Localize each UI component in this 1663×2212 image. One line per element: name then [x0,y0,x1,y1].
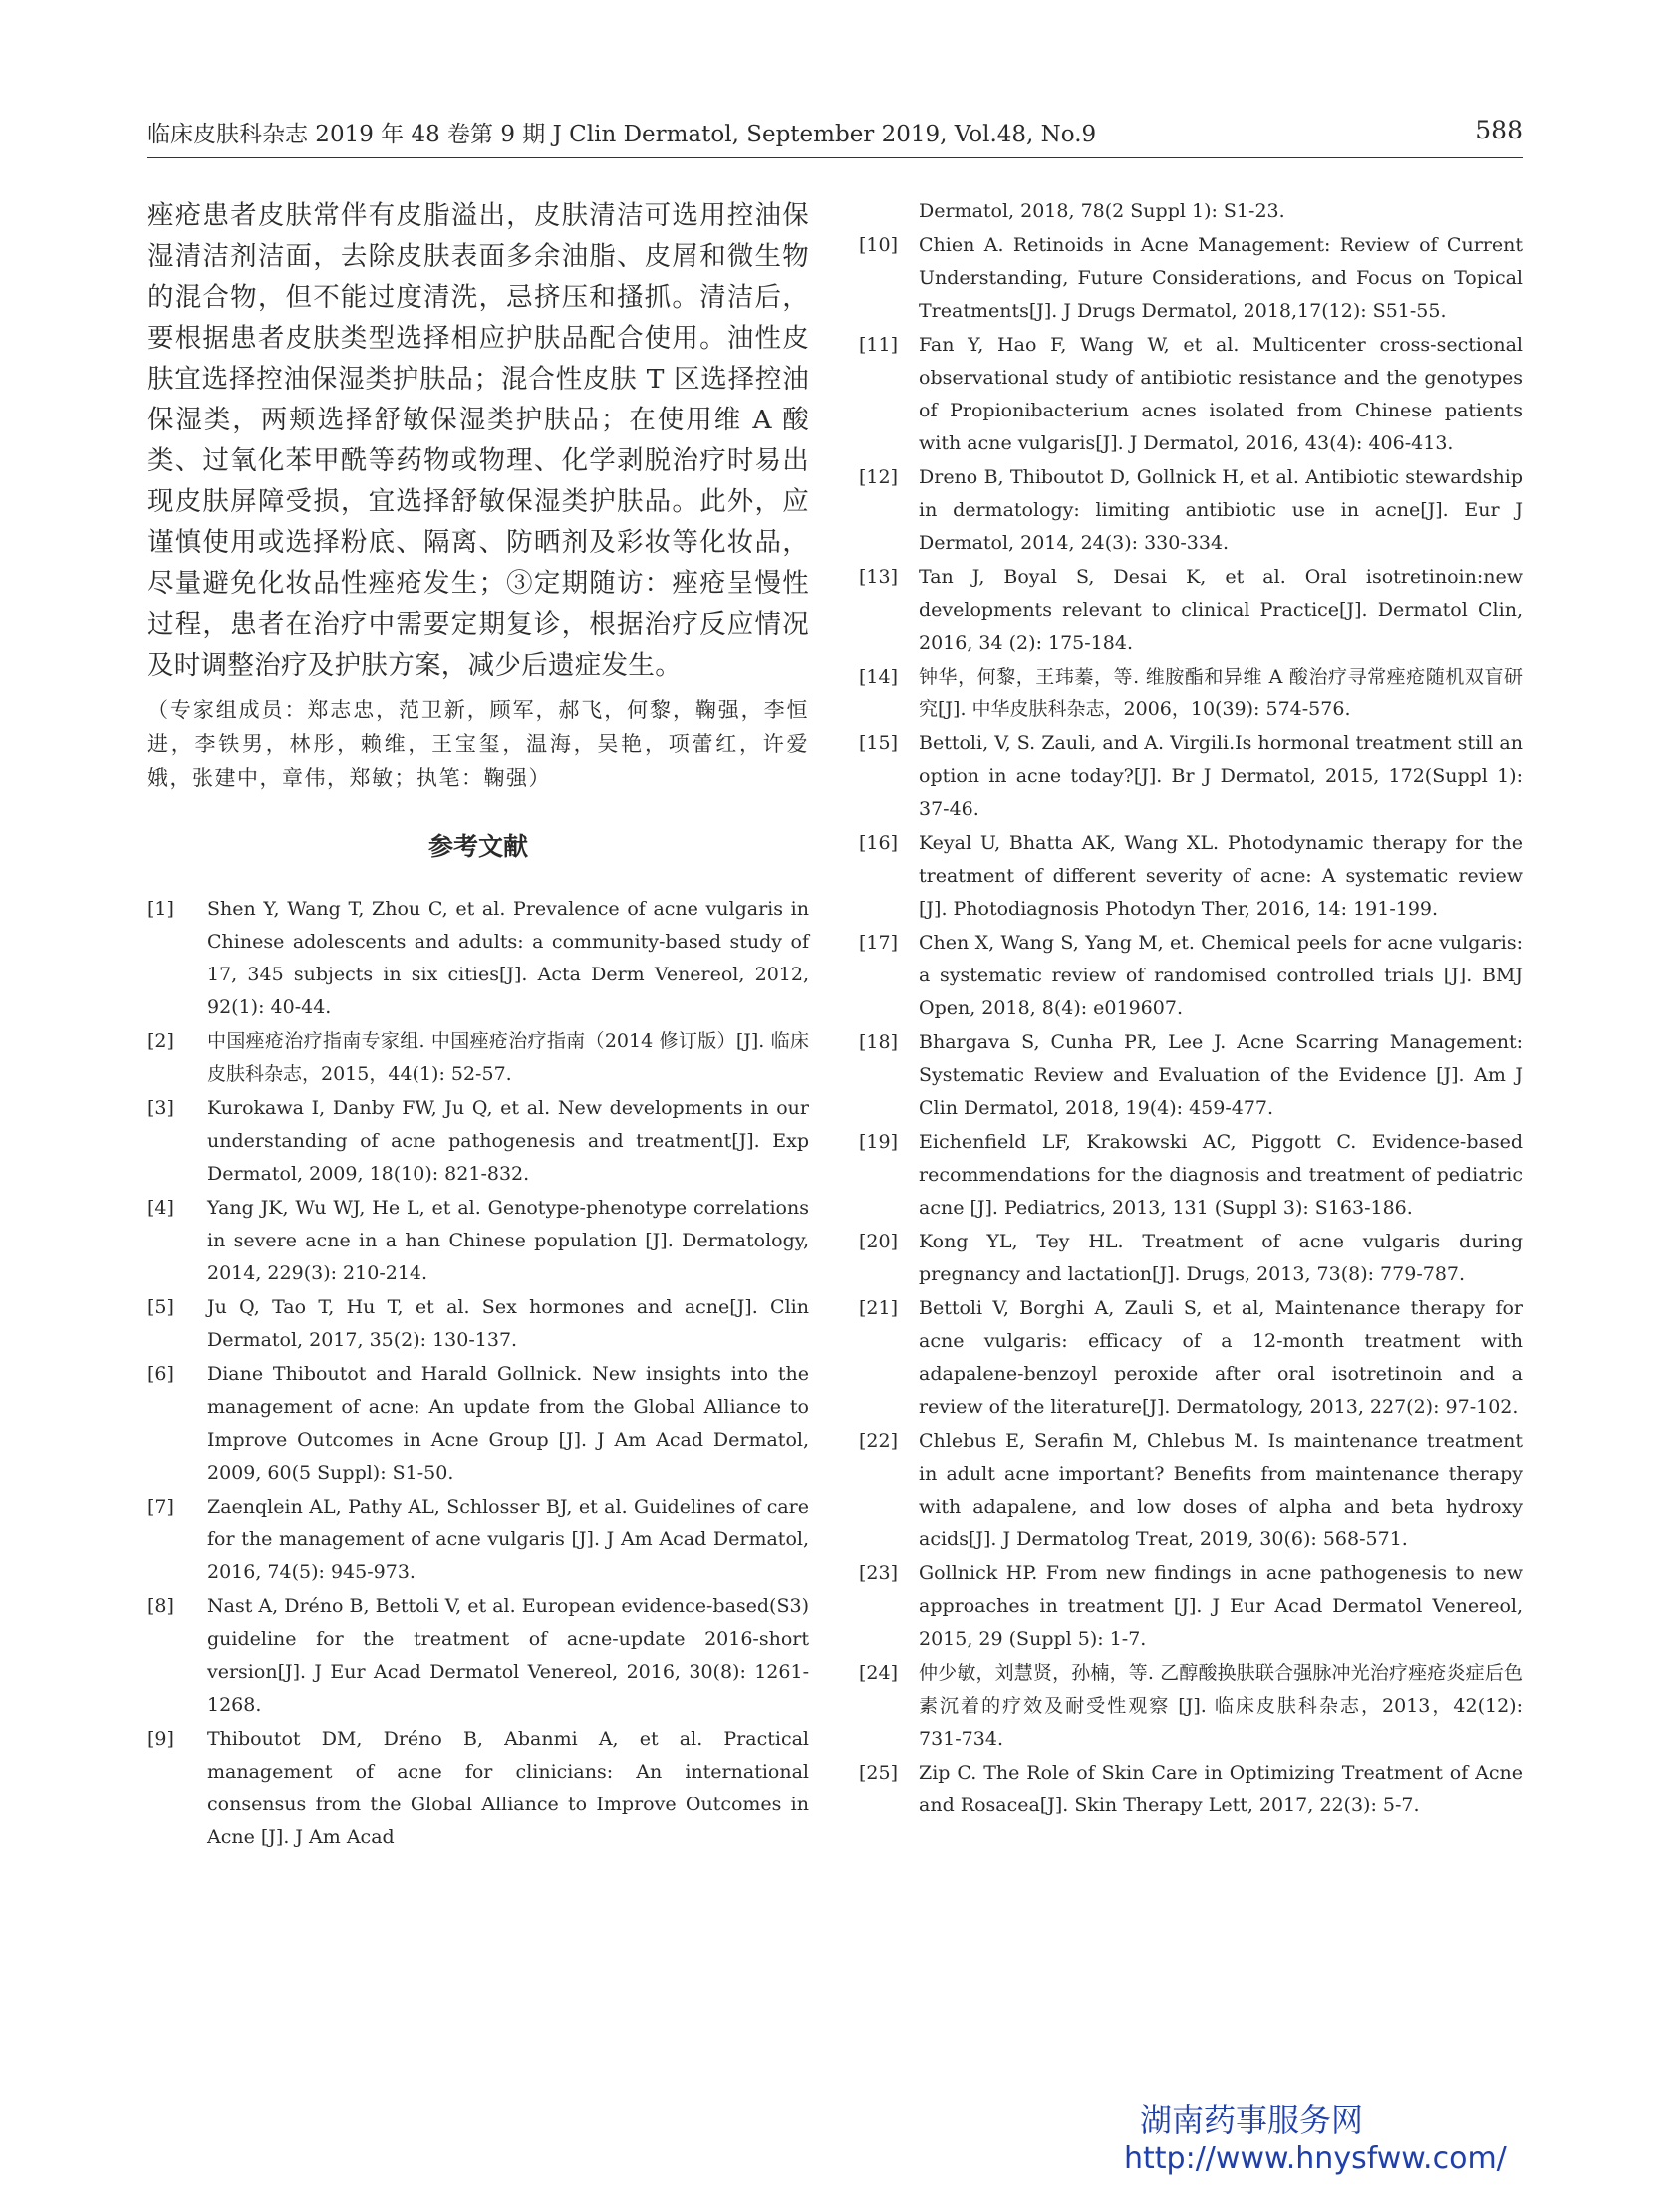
reference-number: [5] [147,1296,174,1318]
reference-number: [20] [859,1231,899,1252]
reference-item [859,1026,1523,1125]
header-divider [147,157,1523,158]
reference-number: [6] [147,1363,174,1385]
reference-item [859,661,1523,726]
reference-text: Thiboutot DM, Dréno B, Abanmi A, et al. Practical management of acne for clinicians: An international consensus from the Global Alliance to Improve Outcomes in Acne [J]. J Am Acad [207,1728,809,1848]
watermark [1124,2100,1523,2178]
reference-text: Kong YL, Tey HL. Treatment of acne vulgaris during pregnancy and lactation[J]. Drugs, 2013, 73(8): 779-787. [919,1231,1523,1285]
reference-number: [8] [147,1595,174,1617]
right-column [859,195,1523,1823]
reference-text: Chen X, Wang S, Yang M, et. Chemical peels for acne vulgaris: a systematic review of randomised controlled trials [J]. BMJ Open, 2018, 8(4): e019607. [919,932,1523,1019]
reference-item [859,1657,1523,1756]
reference-number: [4] [147,1197,174,1219]
reference-item [147,1092,809,1191]
reference-text: Gollnick HP. From new findings in acne pathogenesis to new approaches in treatment [J]. J Eur Acad Dermatol Venereol, 2015, 29 (Suppl 5): 1-7. [919,1562,1523,1650]
reference-number: [25] [859,1762,899,1784]
reference-item [859,229,1523,328]
reference-number: [7] [147,1496,174,1518]
reference-item [147,1723,809,1854]
reference-number: [19] [859,1131,899,1153]
reference-text: Bhargava S, Cunha PR, Lee J. Acne Scarring Management: Systematic Review and Evaluation of the Evidence [J]. Am J Clin Dermatol, 2018, 19(4): 459-477. [919,1031,1523,1119]
reference-number: [13] [859,566,899,588]
references-list-right [859,195,1523,1822]
reference-text: Chien A. Retinoids in Acne Management: Review of Current Understanding, Future Considerations, and Focus on Topical Treatments[J]. J Drugs Dermatol, 2018,17(12): S51-55. [919,234,1523,322]
reference-number: [23] [859,1562,899,1584]
reference-text: Kurokawa I, Danby FW, Ju Q, et al. New developments in our understanding of acne pathogenesis and treatment[J]. Exp Dermatol, 2009, 18(10): 821-832. [207,1097,809,1185]
body-paragraph: 痤疮患者皮肤常伴有皮脂溢出，皮肤清洁可选用控油保湿清洁剂洁面，去除皮肤表面多余油脂、皮屑和微生物的混合物，但不能过度清洗，忌挤压和搔抓。清洁后，要根据患者皮肤类型选择相应护肤品配合使用。油性皮肤宜选择控油保湿类护肤品；混合性皮肤 T 区选择控油保湿类，两颊选择舒敏保湿类护肤品；在使用维 A 酸类、过氧化苯甲酰等药物或物理、化学剥脱治疗时易出现皮肤屏障受损，宜选择舒敏保湿类护肤品。此外，应谨慎使用或选择粉底、隔离、防晒剂及彩妆等化妆品，尽量避免化妆品性痤疮发生；③定期随访：痤疮呈慢性过程，患者在治疗中需要定期复诊，根据治疗反应情况及时调整治疗及护肤方案，减少后遗症发生。 [147,200,809,681]
reference-number: [17] [859,932,899,954]
reference-text: Fan Y, Hao F, Wang W, et al. Multicenter cross-sectional observational study of antibiotic resistance and the genotypes of Propionibacterium acnes isolated from Chinese patients with acne vulgaris[J]. J Dermatol, 2016, 43(4): 406-413. [919,334,1523,454]
reference-item [147,1025,809,1091]
reference-number: [2] [147,1030,174,1052]
running-header [147,116,1523,159]
reference-item [859,195,1523,228]
reference-item [859,827,1523,926]
reference-item [859,461,1523,560]
reference-item [859,1557,1523,1656]
reference-number: [9] [147,1728,174,1750]
journal-citation: 临床皮肤科杂志 2019 年 48 卷第 9 期 J Clin Dermatol, September 2019, Vol.48, No.9 [147,122,1097,147]
reference-item [147,1491,809,1589]
page-number: 588 [1475,116,1523,144]
reference-item [147,1358,809,1490]
reference-text: Shen Y, Wang T, Zhou C, et al. Prevalence of acne vulgaris in Chinese adolescents and adults: a community-based study of 17, 345 subjects in six cities[J]. Acta Derm Venereol, 2012, 92(1): 40-44. [207,898,809,1018]
references-list-left [147,893,809,1854]
reference-text: Diane Thiboutot and Harald Gollnick. New insights into the management of acne: An update from the Global Alliance to Improve Outcomes in Acne Group [J]. J Am Acad Dermatol, 2009, 60(5 Suppl): S1-50. [207,1363,809,1484]
reference-number: [11] [859,334,899,356]
reference-item [859,561,1523,660]
reference-text: Bettoli, V, S. Zauli, and A. Virgili.Is hormonal treatment still an option in acne today?[J]. Br J Dermatol, 2015, 172(Suppl 1): 37-46. [919,732,1523,820]
reference-number: [1] [147,898,174,920]
reference-text: 钟华，何黎，王玮蓁，等. 维胺酯和异维 A 酸治疗寻常痤疮随机双盲研究[J]. 中华皮肤科杂志，2006，10(39): 574-576. [919,666,1523,720]
reference-item [147,1192,809,1290]
reference-item [859,927,1523,1025]
reference-text: Nast A, Dréno B, Bettoli V, et al. European evidence-based(S3) guideline for the treatment of acne-update 2016-short version[J]. J Eur Acad Dermatol Venereol, 2016, 30(8): 1261-1268. [207,1595,809,1716]
expert-group-note: （专家组成员：郑志忠，范卫新，顾军，郝飞，何黎，鞠强，李恒进，李铁男，林彤，赖维，王宝玺，温海，吴艳，项蕾红，许爱娥，张建中，章伟，郑敏；执笔：鞠强） [147,698,809,790]
reference-text: Bettoli V, Borghi A, Zauli S, et al, Maintenance therapy for acne vulgaris: efficacy of a 12-month treatment with adapalene-benzoyl peroxide after oral isotretinoin and a review of the literature[J]. Dermatology, 2013, 227(2): 97-102. [919,1297,1523,1418]
reference-number: [21] [859,1297,899,1319]
reference-number: [18] [859,1031,899,1053]
reference-number: [15] [859,732,899,754]
reference-item [859,1425,1523,1556]
reference-item [147,893,809,1024]
reference-text: Keyal U, Bhatta AK, Wang XL. Photodynamic therapy for the treatment of different severity of acne: A systematic review [J]. Photodiagnosis Photodyn Ther, 2016, 14: 191-199. [919,832,1523,920]
reference-number: [10] [859,234,899,256]
reference-item [859,727,1523,826]
reference-text: Zaenqlein AL, Pathy AL, Schlosser BJ, et al. Guidelines of care for the management of acne vulgaris [J]. J Am Acad Dermatol, 2016, 74(5): 945-973. [207,1496,809,1583]
reference-item [859,1292,1523,1424]
reference-number: [16] [859,832,899,854]
reference-text: Chlebus E, Serafin M, Chlebus M. Is maintenance treatment in adult acne important? Benefits from maintenance therapy with adapalene, and low doses of alpha and beta hydroxy acids[J]. J Dermatolog Treat, 2019, 30(6): 568-571. [919,1430,1523,1550]
reference-number: [14] [859,666,899,688]
reference-text: 中国痤疮治疗指南专家组. 中国痤疮治疗指南（2014 修订版）[J]. 临床皮肤科杂志，2015，44(1): 52-57. [207,1030,809,1085]
reference-item [859,1757,1523,1822]
watermark-site-name: 湖南药事服务网 [1140,2101,1364,2139]
reference-item [147,1291,809,1357]
reference-item [147,1590,809,1722]
reference-text: Dermatol, 2018, 78(2 Suppl 1): S1-23. [919,200,1285,222]
reference-number [859,195,919,228]
reference-text: Eichenfield LF, Krakowski AC, Piggott C. Evidence-based recommendations for the diagnosis and treatment of pediatric acne [J]. Pediatrics, 2013, 131 (Suppl 3): S163-186. [919,1131,1523,1219]
reference-item [859,329,1523,460]
watermark-url[interactable]: http://www.hnysfww.com/ [1124,2141,1507,2176]
reference-text: 仲少敏，刘慧贤，孙楠，等. 乙醇酸换肤联合强脉冲光治疗痤疮炎症后色素沉着的疗效及耐受性观察 [J]. 临床皮肤科杂志，2013，42(12): 731-734. [919,1662,1523,1750]
reference-number: [12] [859,466,899,488]
reference-text: Tan J, Boyal S, Desai K, et al. Oral isotretinoin:new developments relevant to clinical Practice[J]. Dermatol Clin, 2016, 34 (2): 175-184. [919,566,1523,654]
reference-text: Zip C. The Role of Skin Care in Optimizing Treatment of Acne and Rosacea[J]. Skin Therapy Lett, 2017, 22(3): 5-7. [919,1762,1523,1816]
reference-item [859,1226,1523,1291]
reference-item [859,1126,1523,1225]
references-heading: 参考文献 [427,832,528,861]
left-column [147,195,809,1855]
reference-number: [22] [859,1430,899,1452]
reference-text: Dreno B, Thiboutot D, Gollnick H, et al. Antibiotic stewardship in dermatology: limiting antibiotic use in acne[J]. Eur J Dermatol, 2014, 24(3): 330-334. [919,466,1523,554]
reference-number: [24] [859,1662,899,1684]
reference-text: Ju Q, Tao T, Hu T, et al. Sex hormones and acne[J]. Clin Dermatol, 2017, 35(2): 130-137. [207,1296,809,1351]
reference-text: Yang JK, Wu WJ, He L, et al. Genotype-phenotype correlations in severe acne in a han Chinese population [J]. Dermatology, 2014, 229(3): 210-214. [207,1197,809,1284]
reference-number: [3] [147,1097,174,1119]
